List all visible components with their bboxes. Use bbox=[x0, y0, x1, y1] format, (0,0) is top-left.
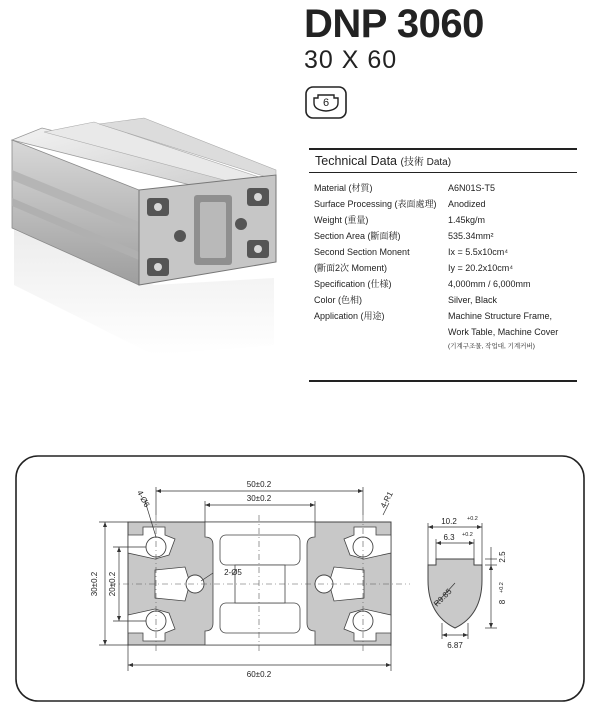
spec-row bbox=[314, 260, 577, 276]
spec-key: Second Section Monent bbox=[314, 247, 410, 257]
spec-row bbox=[314, 276, 577, 292]
technical-data-heading bbox=[309, 148, 577, 173]
spec-value: Ix = 5.5x10cm⁴ bbox=[448, 247, 509, 257]
dim-50: 50±0.2 bbox=[246, 480, 272, 489]
slot-width-tol: +0.2 bbox=[467, 516, 478, 522]
spec-row bbox=[314, 180, 577, 196]
dim-20: 20±0.2 bbox=[108, 571, 117, 597]
label-4-radius: 4-R1 bbox=[378, 490, 395, 510]
slot-inner-tol: +0.2 bbox=[462, 532, 473, 538]
label-4-holes: 4-Ø6 bbox=[135, 488, 152, 509]
technical-data-title: Technical Data bbox=[315, 154, 397, 168]
slot-height-dim: 8 bbox=[498, 599, 507, 605]
label-2-holes: 2-Ø5 bbox=[224, 568, 242, 577]
spec-value: Iy = 20.2x10cm⁴ bbox=[448, 263, 514, 273]
spec-row bbox=[314, 244, 577, 260]
spec-key: Surface Processing (表面處理) bbox=[314, 199, 437, 209]
slot-size-value: 6 bbox=[322, 97, 330, 109]
table-bottom-rule bbox=[309, 380, 577, 382]
slot-depth-dim: 2.5 bbox=[498, 551, 507, 563]
dim-60: 60±0.2 bbox=[246, 670, 272, 679]
slot-radius-dim: R9.85 bbox=[432, 586, 454, 609]
cross-section-profile bbox=[110, 515, 410, 653]
spec-key: Section Area (斷面積) bbox=[314, 231, 401, 241]
technical-data-table bbox=[309, 148, 577, 354]
spec-value: Silver, Black bbox=[448, 295, 498, 305]
slot-inner-dim: 6.3 bbox=[443, 533, 455, 542]
spec-row bbox=[314, 292, 577, 308]
spec-row bbox=[314, 324, 577, 340]
technical-drawing bbox=[15, 455, 585, 702]
spec-key: Specification (仕様) bbox=[314, 279, 392, 289]
spec-value: 535.34mm² bbox=[448, 231, 494, 241]
spec-key: Application (用途) bbox=[314, 311, 385, 321]
spec-key bbox=[314, 324, 448, 340]
application-note: (기계구조물, 작업대, 기계커버) bbox=[448, 343, 535, 350]
spec-key: Weight (重量) bbox=[314, 215, 369, 225]
spec-key: (斷面2次 Moment) bbox=[314, 263, 388, 273]
spec-row bbox=[314, 212, 577, 228]
dim-30-top: 30±0.2 bbox=[246, 494, 272, 503]
product-title: DNP 3060 bbox=[304, 2, 484, 46]
spec-value: 4,000mm / 6,000mm bbox=[448, 279, 531, 289]
product-subtitle: 30 X 60 bbox=[304, 46, 398, 74]
spec-value: Work Table, Machine Cover bbox=[448, 327, 559, 337]
spec-row bbox=[314, 308, 577, 324]
spec-key: Material (材質) bbox=[314, 183, 373, 193]
technical-data-title-kr: (技術 Data) bbox=[400, 157, 452, 168]
slot-size-icon bbox=[305, 86, 347, 119]
spec-value: Machine Structure Frame, bbox=[448, 311, 553, 321]
slot-bottom-dim: 6.87 bbox=[447, 641, 463, 650]
spec-value: A6N01S-T5 bbox=[448, 183, 496, 193]
spec-note-row bbox=[314, 340, 577, 354]
spec-row bbox=[314, 228, 577, 244]
spec-key: Color (色相) bbox=[314, 295, 363, 305]
spec-row bbox=[314, 196, 577, 212]
spec-value: 1.45kg/m bbox=[448, 215, 486, 225]
spec-value: Anodized bbox=[448, 199, 486, 209]
profile-3d-image bbox=[4, 110, 296, 365]
slot-height-tol: +0.2 bbox=[499, 582, 505, 593]
slot-width-dim: 10.2 bbox=[441, 517, 457, 526]
dim-30-side: 30±0.2 bbox=[90, 571, 99, 597]
